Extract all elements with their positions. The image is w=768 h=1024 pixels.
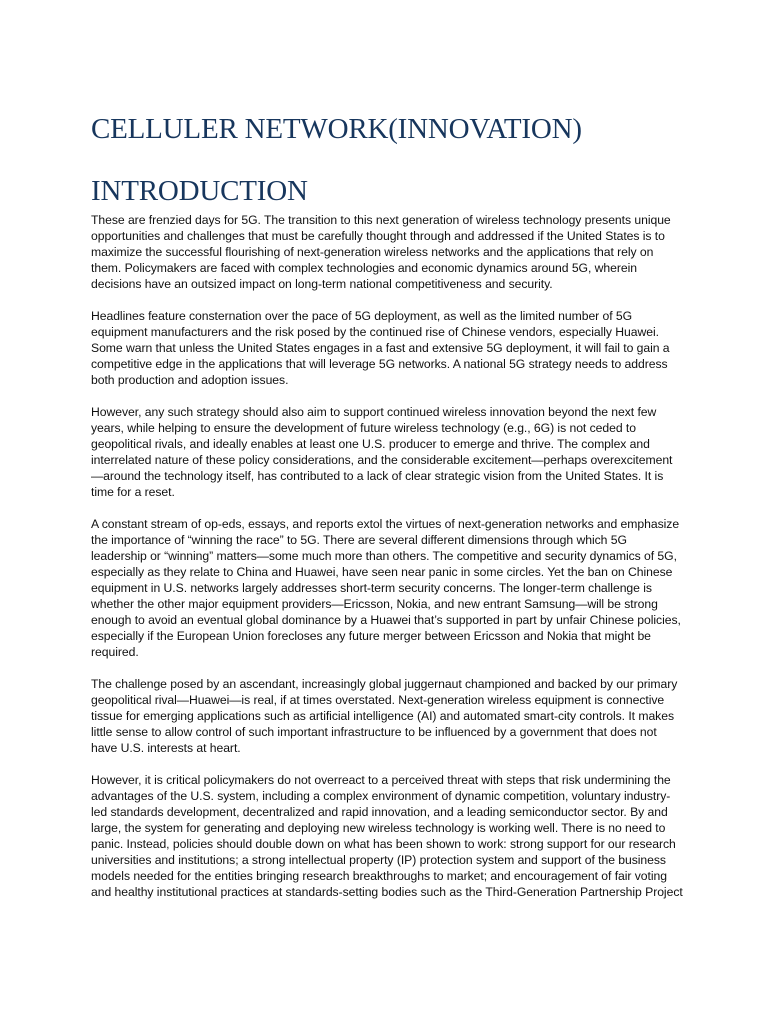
- document-body: [91, 112, 684, 916]
- section-heading-introduction: INTRODUCTION: [91, 175, 308, 207]
- paragraph: However, it is critical policymakers do not overreact to a perceived threat with steps that risk undermining the advantages of the U.S. system, including a complex environment of dynamic competition, voluntary industry-led standards development, decentralized and rapid innovation, and a leading semiconductor sector. By and large, the system for generating and deploying new wireless technology is working well. There is no need to panic. Instead, policies should double down on what has been shown to work: strong support for our research universities and institutions; a strong intellectual property (IP) protection system and support of the business models needed for the entities bringing research breakthroughs to market; and encouragement of fair voting and healthy institutional practices at standards-setting bodies such as the Third-Generation Partnership Project: [91, 773, 683, 899]
- paragraph: A constant stream of op-eds, essays, and reports extol the virtues of next-generation networks and emphasize the importance of “winning the race” to 5G. There are several different dimensions through which 5G leadership or “winning” matters—some much more than others. The competitive and security dynamics of 5G, especially as they relate to China and Huawei, have seen near panic in some circles. Yet the ban on Chinese equipment in U.S. networks largely addresses short-term security concerns. The longer-term challenge is whether the other major equipment providers—Ericsson, Nokia, and new entrant Samsung—will be strong enough to avoid an eventual global dominance by a Huawei that’s supported in part by unfair Chinese policies, especially if the European Union forecloses any future merger between Ericsson and Nokia that might be required.: [91, 517, 681, 659]
- paragraph: Headlines feature consternation over the pace of 5G deployment, as well as the limited number of 5G equipment manufacturers and the risk posed by the continued rise of Chinese vendors, especially Huawei. Some warn that unless the United States engages in a fast and extensive 5G deployment, it will fail to gain a competitive edge in the applications that will leverage 5G networks. A national 5G strategy needs to address both production and adoption issues.: [91, 309, 670, 387]
- paragraph: These are frenzied days for 5G. The transition to this next generation of wireless technology presents unique opportunities and challenges that must be carefully thought through and addressed if the United States is to maximize the successful flourishing of next-generation wireless networks and the applications that rely on them. Policymakers are faced with complex technologies and economic dynamics around 5G, wherein decisions have an outsized impact on long-term national competitiveness and security.: [91, 213, 671, 291]
- paragraph: However, any such strategy should also aim to support continued wireless innovation beyond the next few years, while helping to ensure the development of future wireless technology (e.g., 6G) is not ceded to geopolitical rivals, and ideally enables at least one U.S. producer to emerge and thrive. The complex and interrelated nature of these policy considerations, and the considerable excitement—perhaps overexcitement—around the technology itself, has contributed to a lack of clear strategic vision from the United States. It is time for a reset.: [91, 405, 673, 499]
- document-title: CELLULER NETWORK(INNOVATION): [91, 113, 582, 145]
- paragraph: The challenge posed by an ascendant, increasingly global juggernaut championed and backed by our primary geopolitical rival—Huawei—is real, if at times overstated. Next-generation wireless equipment is connective tissue for emerging applications such as artificial intelligence (AI) and automated smart-city controls. It makes little sense to allow control of such important infrastructure to be influenced by a government that does not have U.S. interests at heart.: [91, 677, 678, 755]
